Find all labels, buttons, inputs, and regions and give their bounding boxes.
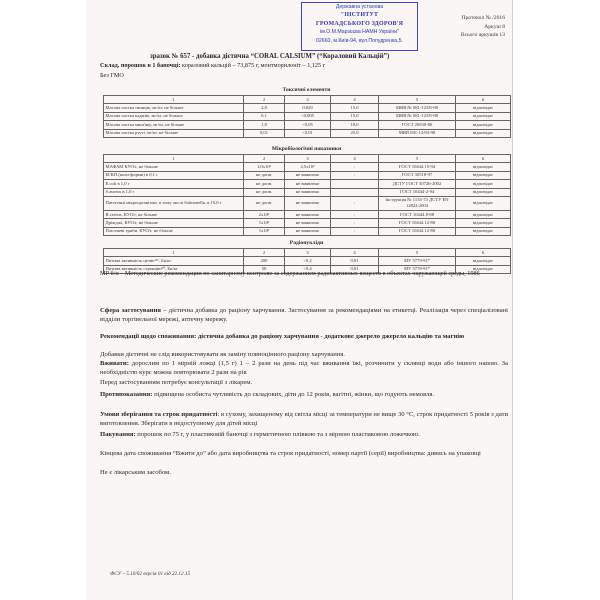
radio-note: МР б/н – Методические рекомендации по санитарному контролю за содержанием радиоактивных веществ в объектах окружающей среды, 1986	[100, 270, 480, 277]
contraindications-label: Протипоказання:	[100, 391, 153, 398]
sample-title: зразок № 657 - добавка дієтична “CORAL CALSIUM” (“Кораловий Кальцій”)	[150, 53, 390, 60]
header-cell: 1	[104, 155, 244, 163]
table-cell: ГОСТ 30518-97	[379, 171, 456, 179]
table-cell: ДСТУ ГОСТ 30726-2002	[379, 180, 456, 188]
table-cell: відповідає	[456, 219, 511, 227]
table-row	[104, 129, 511, 137]
table-cell: 0,01	[244, 129, 285, 137]
header-cell: 4	[331, 155, 379, 163]
stamp-line: ГРОМАДСЬКОГО ЗДОРОВ'Я	[315, 20, 404, 27]
table-cell: ГОСТ 10444.8-88	[379, 210, 456, 218]
header-cell: 3	[285, 155, 331, 163]
scope-text: – дієтична добавка до раціону харчування. Застосування за рекомендаціями на етикетці. Реалізація через спеціалізовані відділи торгівельної мережі, аптечну мережу.	[100, 307, 508, 323]
table-cell: не допв.	[244, 188, 285, 196]
table-cell: :	[331, 163, 379, 171]
table-cell: 15,0	[331, 104, 379, 112]
not-drug-note: Не є лікарським засобом.	[100, 469, 171, 476]
table-cell: відповідає	[456, 112, 511, 120]
table-cell: E.coli в 1,0 г	[104, 180, 244, 188]
table-cell: 1x10²	[244, 227, 285, 235]
table-row	[104, 171, 511, 179]
contraindications-section	[100, 391, 508, 400]
table-cell: 15,0	[331, 112, 379, 120]
table-cell: ГОСТ 10444.15-94	[379, 163, 456, 171]
table-cell: 50	[244, 265, 285, 273]
composition-label: Склад, порошок в 1 баночці:	[100, 62, 181, 69]
table-cell: не допв.	[244, 180, 285, 188]
table-cell	[331, 180, 379, 188]
header-cell: 3	[285, 96, 331, 104]
stamp-line: ім.О.М.Марзєєва НАМН України"	[319, 29, 400, 36]
header-cell: 4	[331, 249, 379, 257]
header-cell: 5	[379, 96, 456, 104]
protocol-number: Протокол № /2016	[461, 15, 505, 21]
document-footer: ФСУ – 5.10/02 версія 01 від 22.12.15	[110, 571, 191, 577]
recommendation-label: Рекомендації щодо споживання: дієтична добавка до раціону харчування - додаткове джерело джерело кальцію та магнію	[100, 333, 465, 340]
table-cell: не виявлено	[285, 196, 331, 210]
table-cell: <0,2	[285, 257, 331, 265]
header-cell: 6	[456, 96, 511, 104]
table-cell: МУ 5779-91*	[379, 257, 456, 265]
table-cell: 0,1	[244, 112, 285, 120]
stamp-line: "ІНСТИТУТ	[340, 12, 379, 19]
header-cell: 2	[244, 249, 285, 257]
table-cell: відповідає	[456, 196, 511, 210]
micro-table-title: Мікробіологічні показники	[271, 146, 342, 152]
table-cell: відповідає	[456, 129, 511, 137]
radio-table-title: Радіонукліди	[289, 240, 324, 246]
table-cell: Масова частка ртуті, мг/кг, не більше	[104, 129, 244, 137]
table-cell: S.aureus в 1,0 г	[104, 188, 244, 196]
header-cell: 5	[379, 249, 456, 257]
table-cell: відповідає	[456, 121, 511, 129]
recommendation-text: Добавки дієтичні не слід використовувати як заміну повноцінного раціону харчування.	[100, 351, 345, 358]
table-row	[104, 163, 511, 171]
table-row	[104, 210, 511, 218]
table-cell: не виявлено	[285, 171, 331, 179]
scope-label: Сфера застосування	[100, 307, 161, 314]
table-cell: МВВ № 081-12/05-98	[379, 112, 456, 120]
stamp-line: Державна установа	[335, 4, 384, 10]
storage-section	[100, 411, 508, 428]
use-label: Вживати:	[100, 360, 129, 367]
table-cell: 2,0	[244, 104, 285, 112]
table-cell: БГКП (коли-форми) в 0,1 г	[104, 171, 244, 179]
packaging-label: Пакування:	[100, 431, 136, 438]
table-cell: <0,01	[285, 129, 331, 137]
storage-text: : в сухому, захищеному від світла місці за температури не вище 30 °С, строк придатності 5 років з дати виготовлення. Зберігати в недоступному для дітей місці	[100, 411, 509, 427]
table-row	[104, 188, 511, 196]
table-cell: 1,0x10³	[244, 163, 285, 171]
header-cell: 1	[104, 96, 244, 104]
table-cell: Дріжджі, КУО/г, не більше	[104, 219, 244, 227]
table-cell: Масова частка свинцю, мг/кг, не більше	[104, 104, 244, 112]
table-cell: :	[331, 219, 379, 227]
table-cell: 0,029	[285, 104, 331, 112]
table-row	[104, 180, 511, 188]
table-cell: Питома активність цезію¹³⁷, Бк/кг	[104, 257, 244, 265]
table-cell: не допв.	[244, 196, 285, 210]
table-header-row	[104, 155, 511, 163]
table-cell: :	[331, 210, 379, 218]
gmo-note: Без ГМО	[100, 72, 124, 79]
table-cell: :	[331, 196, 379, 210]
table-cell: МВВ 081-12/03-98	[379, 129, 456, 137]
table-cell: ГОСТ 10444.12-88	[379, 227, 456, 235]
storage-label: Умови зберігання та строк придатності	[100, 411, 218, 418]
table-cell: Інструкція № 1135-73 ДСТУ EN 12824:2004	[379, 196, 456, 210]
scope-section	[100, 307, 508, 324]
header-cell: 1	[104, 249, 244, 257]
table-cell: Плісеневі гриби, КУО/г, не більше	[104, 227, 244, 235]
table-cell	[331, 188, 379, 196]
header-cell: 5	[379, 155, 456, 163]
table-cell: :	[331, 227, 379, 235]
table-cell: 18,0	[331, 121, 379, 129]
table-cell: відповідає	[456, 163, 511, 171]
table-cell: Питома активність стронцію⁹⁰, Бк/кг	[104, 265, 244, 273]
table-cell: :	[331, 171, 379, 179]
table-cell: відповідає	[456, 227, 511, 235]
recommendation-section	[100, 333, 508, 342]
header-cell: 3	[285, 249, 331, 257]
composition	[100, 62, 325, 69]
table-row	[104, 219, 511, 227]
stamp-line: 02660, м.Київ-94, вул.Попудренка,5.	[316, 37, 403, 44]
use-text: дорослим по 1 мірній ложці (1,5 г) 1 – 2 рази на день під час вживання їжі, розчинити у склянці води або іншого напою. За необхідністю курс можна повторювати 2 рази на рік	[100, 360, 508, 376]
table-cell: 0,01	[331, 265, 379, 273]
protocol-info	[420, 14, 505, 40]
table-cell: 0,01	[331, 257, 379, 265]
table-cell: відповідає	[456, 171, 511, 179]
consult-note: Перед застосуванням потребує консультації з лікарем.	[100, 379, 253, 386]
toxic-table-title: Токсичні елементи	[282, 87, 331, 93]
table-cell: ГОСТ 10444-2-94	[379, 188, 456, 196]
table-cell: не допв.	[244, 171, 285, 179]
table-cell: 2x10²	[244, 210, 285, 218]
table-cell: відповідає	[456, 180, 511, 188]
table-cell: 1x10²	[244, 219, 285, 227]
packaging-text: порошок по 75 г, у пластиковій баночці з герметичною плівкою та з мірною пластиковою ложечкою.	[135, 431, 420, 438]
header-cell: 6	[456, 249, 511, 257]
table-cell: не виявлено	[285, 188, 331, 196]
table-cell: Патогенні мікроорганізми, в тому числі Salmonella, в 10,0 г	[104, 196, 244, 210]
composition-value: кораловий кальцій – 73,875 г, монтморилоніт – 1,125 г	[180, 62, 326, 69]
table-header-row	[104, 96, 511, 104]
table-cell: відповідає	[456, 104, 511, 112]
table-cell: ГОСТ 10444.12-88	[379, 219, 456, 227]
table-row	[104, 112, 511, 120]
table-row	[104, 257, 511, 265]
contraindications-text: підвищена особиста чутливість до складових, діти до 12 років, вагітні, жінки, що годують немовля.	[152, 391, 435, 398]
table-cell: МУ 5778-91*	[379, 265, 456, 273]
micro-table	[103, 154, 511, 236]
use-section	[100, 360, 508, 377]
table-cell: 1,0	[244, 121, 285, 129]
table-cell: відповідає	[456, 210, 511, 218]
table-cell: МВВ № 081-12/05-98	[379, 104, 456, 112]
table-cell: B.cereus, КУО/г, не більше	[104, 210, 244, 218]
table-row	[104, 227, 511, 235]
table-cell: не виявлено	[285, 227, 331, 235]
header-cell: 2	[244, 155, 285, 163]
expiry-note: Кінцева дата споживання “Вжити до” або дата виробництва та строк придатності, номер партії (серії) виробництва: дивись на упаковці	[100, 450, 481, 457]
institute-stamp	[301, 2, 418, 51]
table-cell: Масова частка миш'яку, мг/кг, не більше	[104, 121, 244, 129]
table-cell: Масова частка кадмію, мг/кг, не більше	[104, 112, 244, 120]
table-header-row	[104, 249, 511, 257]
table-cell: <0,4	[285, 265, 331, 273]
sheet-number: Аркуш 8	[484, 23, 505, 30]
table-cell: відповідає	[456, 188, 511, 196]
table-cell: ГОСТ 26930-86	[379, 121, 456, 129]
header-cell: 2	[244, 96, 285, 104]
packaging-section	[100, 431, 508, 440]
table-row	[104, 196, 511, 210]
table-row	[104, 121, 511, 129]
toxic-elements-table	[103, 95, 511, 138]
header-cell: 6	[456, 155, 511, 163]
table-cell: 2,5x10²	[285, 163, 331, 171]
table-cell: <0,05	[285, 121, 331, 129]
table-cell: 25,0	[331, 129, 379, 137]
table-cell: відповідає	[456, 257, 511, 265]
table-cell: не виявлено	[285, 219, 331, 227]
total-sheets: Всього аркушів 13	[460, 32, 505, 39]
table-cell: не виявлено	[285, 210, 331, 218]
table-cell: 200	[244, 257, 285, 265]
table-cell: не виявлено	[285, 180, 331, 188]
table-cell: <0,005	[285, 112, 331, 120]
table-cell: відповідає	[456, 265, 511, 273]
table-cell: МАФАМ КУО/г, не більше	[104, 163, 244, 171]
table-row	[104, 104, 511, 112]
header-cell: 4	[331, 96, 379, 104]
